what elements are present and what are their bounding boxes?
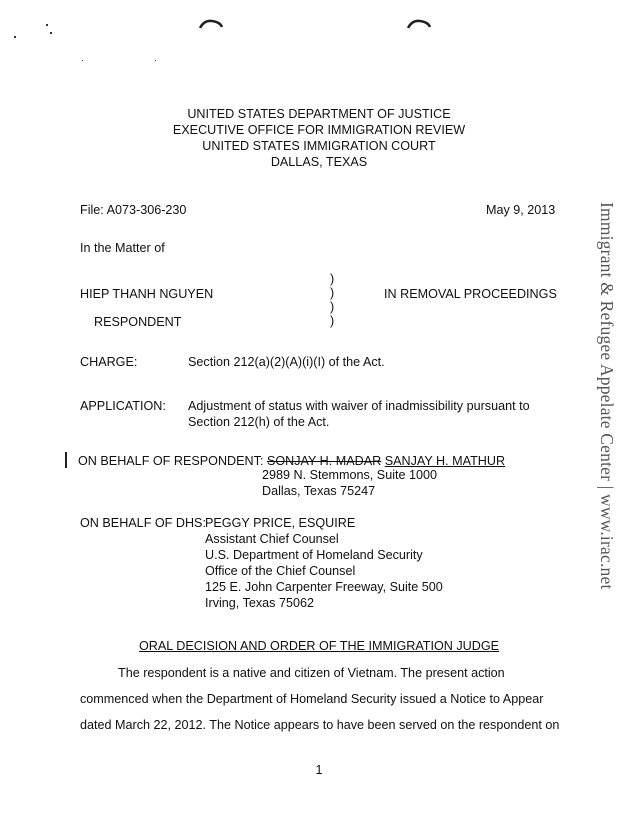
dhs-counsel-label: ON BEHALF OF DHS: [80,516,206,530]
respondent-counsel-name: SANJAY H. MATHUR [384,454,506,468]
dhs-line-2: U.S. Department of Homeland Security [205,548,423,562]
page-number: 1 [315,763,323,777]
respondent-address-line-2: Dallas, Texas 75247 [262,484,376,498]
respondent-address-line-1: 2989 N. Stemmons, Suite 1000 [262,468,438,482]
header-line-2: EXECUTIVE OFFICE FOR IMMIGRATION REVIEW [172,123,466,137]
respondent-name: HIEP THANH NGUYEN [80,287,214,301]
charge-text: Section 212(a)(2)(A)(i)(I) of the Act. [188,355,385,369]
dhs-line-1: Assistant Chief Counsel [205,532,339,546]
court-header [0,106,638,170]
respondent-counsel-label: ON BEHALF OF RESPONDENT: [78,454,264,468]
paragraph-line-1: The respondent is a native and citizen of Vietnam. The present action [118,666,505,680]
charge-label: CHARGE: [80,355,138,369]
scan-mark-right [406,18,432,30]
dhs-counsel-block [205,515,443,611]
scan-speck [82,60,83,61]
paragraph-line-2: commenced when the Department of Homeland Security issued a Notice to Appear [80,692,544,706]
scan-speck [46,24,48,26]
scan-speck [155,60,156,61]
scan-speck [50,32,52,34]
scan-speck [14,36,16,38]
header-line-4: DALLAS, TEXAS [270,155,368,169]
dhs-line-5: Irving, Texas 75062 [205,596,314,610]
proceedings-type: IN REMOVAL PROCEEDINGS [384,287,557,301]
decision-title: ORAL DECISION AND ORDER OF THE IMMIGRATION JUDGE [138,639,500,653]
revision-bar [65,452,67,468]
matter-intro: In the Matter of [80,241,165,255]
header-line-1: UNITED STATES DEPARTMENT OF JUSTICE [187,107,451,121]
application-line-1: Adjustment of status with waiver of inadmissibility pursuant to [188,399,530,413]
paren: ) [330,286,335,300]
application-line-2: Section 212(h) of the Act. [188,415,330,429]
dhs-counsel-name: PEGGY PRICE, ESQUIRE [205,516,356,530]
respondent-label: RESPONDENT [94,315,182,329]
paren-column [330,272,334,328]
dhs-line-4: 125 E. John Carpenter Freeway, Suite 500 [205,580,443,594]
paren: ) [330,300,335,314]
file-label: File: [80,203,104,217]
application-text [188,398,530,430]
scan-mark-left [198,18,224,30]
application-label: APPLICATION: [80,399,166,413]
dhs-line-3: Office of the Chief Counsel [205,564,356,578]
paren: ) [330,272,335,286]
struck-counsel-name: SONJAY H. MADAR [266,454,382,468]
file-line [80,202,186,218]
file-number: A073-306-230 [106,203,187,217]
decision-date: May 9, 2013 [486,203,556,217]
paren: ) [330,314,335,328]
watermark: Immigrant & Refugee Appelate Center | www.irac.net [597,202,617,590]
header-line-3: UNITED STATES IMMIGRATION COURT [202,139,436,153]
paragraph-line-3: dated March 22, 2012. The Notice appears to have been served on the respondent on [80,718,560,732]
respondent-counsel-address [262,467,437,499]
